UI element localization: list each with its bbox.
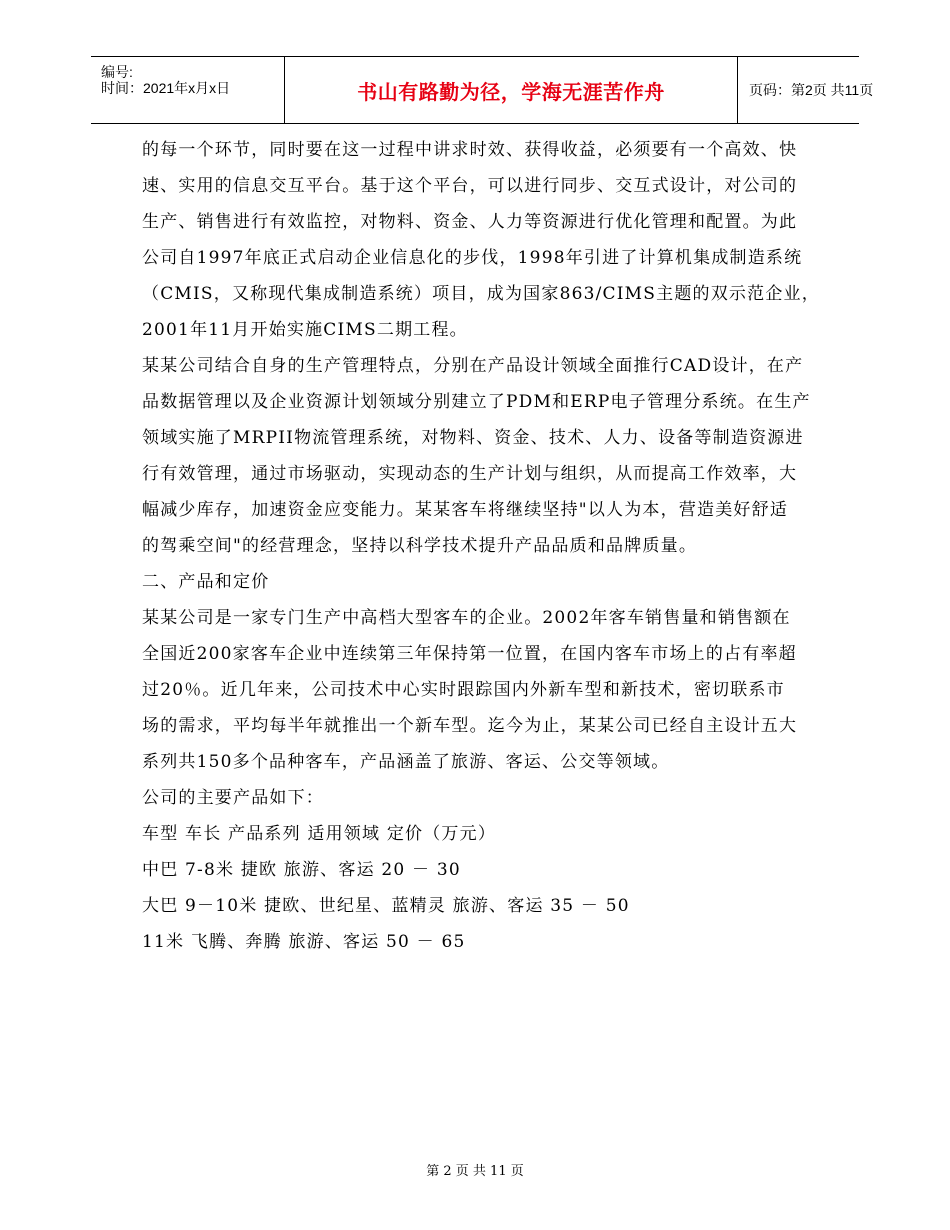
body-line: 公司的主要产品如下： (142, 788, 324, 808)
product-table-header: 车型 车长 产品系列 适用领域 定价（万元） (142, 824, 497, 844)
body-line: 速、实用的信息交互平台。基于这个平台，可以进行同步、交互式设计，对公司的 (142, 176, 798, 196)
body-line: 场的需求，平均每半年就推出一个新车型。迄今为止，某某公司已经自主设计五大 (142, 716, 798, 736)
document-body (142, 132, 822, 960)
body-line: 某某公司是一家专门生产中高档大型客车的企业。2002年客车销售量和销售额在 (142, 608, 791, 628)
header-motto: 书山有路勤为径，学海无涯苦作舟 (357, 79, 665, 104)
product-row: 大巴 9－10米 捷欧、世纪星、蓝精灵 旅游、客运 35 － 50 (142, 896, 630, 916)
body-line: 领域实施了MRPII物流管理系统，对物料、资金、技术、人力、设备等制造资源进 (142, 428, 804, 448)
body-line: 系列共150多个品种客车，产品涵盖了旅游、客运、公交等领域。 (142, 752, 670, 772)
product-row: 11米 飞腾、奔腾 旅游、客运 50 － 65 (142, 932, 466, 952)
page-footer: 第 2 页 共 11 页 (426, 1164, 524, 1179)
body-line: 的每一个环节，同时要在这一过程中讲求时效、获得收益，必须要有一个高效、快 (142, 140, 798, 160)
body-line: 过20％。近几年来，公司技术中心实时跟踪国内外新车型和新技术，密切联系市 (142, 680, 785, 700)
body-line: 生产、销售进行有效监控，对物料、资金、人力等资源进行优化管理和配置。为此 (142, 212, 798, 232)
body-line: 的驾乘空间"的经营理念，坚持以科学技术提升产品品质和品牌质量。 (142, 536, 698, 556)
body-line: 行有效管理，通过市场驱动，实现动态的生产计划与组织，从而提高工作效率，大 (142, 464, 798, 484)
body-line: 品数据管理以及企业资源计划领域分别建立了PDM和ERP电子管理分系统。在生产 (142, 392, 811, 412)
body-line: 某某公司结合自身的生产管理特点，分别在产品设计领域全面推行CAD设计，在产 (142, 356, 804, 376)
product-row: 中巴 7-8米 捷欧 旅游、客运 20 － 30 (142, 860, 461, 880)
header-page-cell (737, 57, 874, 123)
page-header (91, 56, 874, 124)
header-meta (91, 57, 284, 123)
serial-label: 编号: (101, 64, 133, 80)
body-line: 2001年11月开始实施CIMS二期工程。 (142, 320, 468, 340)
header-page-info: 页码：第2页 共11页 (749, 82, 874, 98)
body-line: （CMIS，又称现代集成制造系统）项目，成为国家863/CIMS主题的双示范企业， (142, 284, 820, 304)
body-line: 全国近200家客车企业中连续第三年保持第一位置，在国内客车市场上的占有率超 (142, 644, 797, 664)
section-heading: 二、产品和定价 (142, 572, 270, 592)
body-line: 公司自1997年底正式启动企业信息化的步伐，1998年引进了计算机集成制造系统 (142, 248, 803, 268)
body-line: 幅减少库存，加速资金应变能力。某某客车将继续坚持"以人为本，营造美好舒适 (142, 500, 789, 520)
header-motto-cell (284, 57, 738, 123)
time-label: 时间：2021年x月x日 (101, 80, 231, 96)
